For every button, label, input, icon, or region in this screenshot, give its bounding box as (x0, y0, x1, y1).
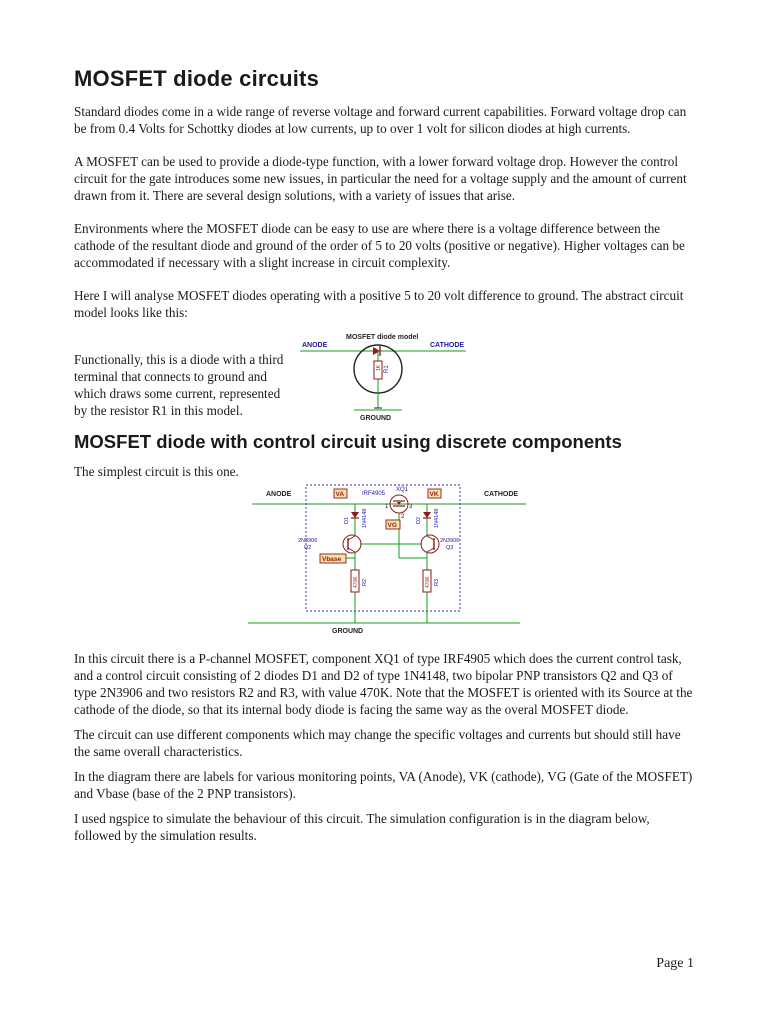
svg-text:Vbase: Vbase (322, 556, 342, 563)
transistor-q3-label: Q3 (446, 545, 454, 551)
figure1-anode-label: ANODE (302, 342, 328, 349)
figure2-cathode-label: CATHODE (484, 491, 519, 498)
diode-d1-label: D1 (344, 516, 350, 524)
document-page (74, 60, 696, 852)
paragraph-circuit-description: In this circuit there is a P-channel MOSFET, component XQ1 of type IRF4905 which does the current control task, and a control circuit consisting of 2 diodes D1 and D2 of type 1N4148, two bipolar PNP transistors Q2 and Q3 of type 2N3906 and two resistors R2 and R3, with value 470K. Note that the MOSFET is oriented with its Source at the cathode of the diode, so that its internal body diode is facing the same way as the overal MOSFET diode. (74, 651, 693, 717)
paragraph-mosfet-diode: A MOSFET can be used to provide a diode-type function, with a lower forward voltage drop. However the control circuit for the gate introduces some new issues, in particular the need for a voltage supply and the amount of current drawn from it. There are several design solutions, with a variety of issues that arise. (74, 154, 687, 203)
resistor-r2-value: 470K (353, 576, 359, 588)
transistor-q3-type: 2N3906 (440, 538, 460, 544)
paragraph-simulation: I used ngspice to simulate the behaviour of this circuit. The simulation configuration is in the diagram below, followed by the simulation results. (74, 811, 650, 843)
diode-d2-label: D2 (416, 516, 422, 524)
page-title: MOSFET diode circuits (74, 66, 320, 91)
svg-text:VK: VK (429, 491, 439, 498)
mosfet-diode-model-diagram (294, 331, 474, 431)
discrete-control-circuit-diagram (244, 482, 534, 642)
figure1-ground-label: GROUND (360, 415, 392, 422)
resistor-r2-label: R2 (362, 578, 368, 586)
svg-text:VA: VA (335, 491, 345, 498)
paragraph-diode-intro: Standard diodes come in a wide range of reverse voltage and forward current capabilities. Forward voltage drop can be from 0.4 Volts for Schottky diodes at low currents, up to over 1 volt for silicon diodes at high currents. (74, 104, 687, 136)
figure1-r1-label: R1 (384, 365, 390, 373)
mosfet-type-label: IRF4905 (362, 491, 386, 497)
page-number: Page 1 (656, 956, 694, 971)
model-figure-row (74, 331, 696, 431)
paragraph-functional-description: Functionally, this is a diode with a third terminal that connects to ground and which draws some current, represented by the resistor R1 in this model. (74, 352, 284, 418)
resistor-r3-label: R3 (434, 578, 440, 586)
resistor-r3-value: 470K (425, 576, 431, 588)
svg-text:2: 2 (401, 514, 405, 520)
figure1-cathode-label: CATHODE (430, 342, 465, 349)
figure2-ground-label: GROUND (332, 628, 364, 635)
transistor-q2-type: 2N3906 (298, 538, 318, 544)
paragraph-component-variation: The circuit can use different components which may change the specific voltages and currents but should still have the same overall characteristics. (74, 727, 681, 759)
svg-text:1: 1 (385, 504, 389, 510)
figure1-diode-symbol (373, 347, 380, 355)
paragraph-environments: Environments where the MOSFET diode can be easy to use are where there is a voltage difference between the cathode of the resultant diode and ground of the order of 5 to 20 volts (positive or negative). Higher voltages can be accommodated if necessary with a slight increase in circuit complexity. (74, 221, 685, 270)
diode-d1-symbol (351, 512, 359, 518)
svg-text:1K: 1K (376, 364, 382, 371)
mosfet-ref-label: XQ1 (396, 487, 409, 493)
section-title-discrete-control: MOSFET diode with control circuit using discrete components (74, 431, 622, 452)
svg-text:VG: VG (387, 522, 397, 529)
figure2-anode-label: ANODE (266, 491, 292, 498)
diode-d1-type: 1N4148 (362, 508, 368, 528)
paragraph-simplest-circuit: The simplest circuit is this one. (74, 464, 239, 479)
paragraph-analysis-intro: Here I will analyse MOSFET diodes operating with a positive 5 to 20 volt difference to ground. The abstract circuit model looks like this: (74, 288, 684, 320)
paragraph-monitoring-points: In the diagram there are labels for various monitoring points, VA (Anode), VK (cathode), VG (Gate of the MOSFET) and Vbase (base of the 2 PNP transistors). (74, 769, 693, 801)
diode-d2-symbol (423, 512, 431, 518)
figure1-title: MOSFET diode model (346, 334, 419, 341)
transistor-q2-label: Q2 (304, 545, 312, 551)
svg-text:3: 3 (409, 504, 413, 510)
diode-d2-type: 1N4148 (434, 508, 440, 528)
